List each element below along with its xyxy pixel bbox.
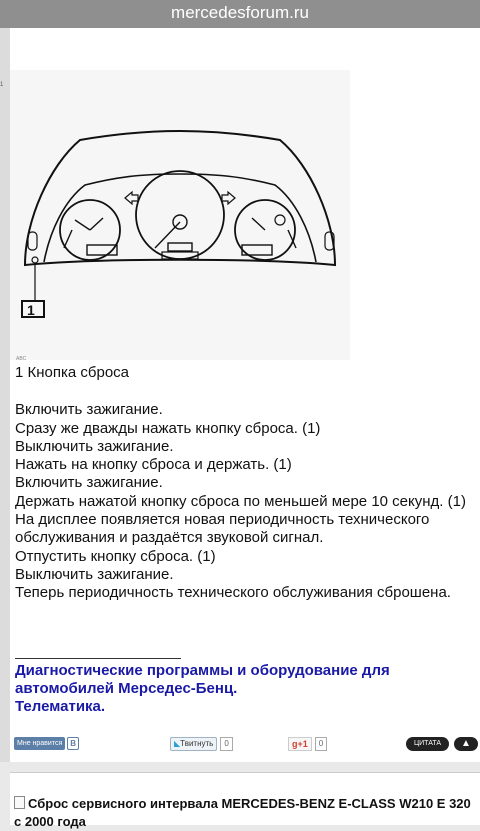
instrument-cluster-drawing [10, 70, 350, 360]
next-post-title[interactable]: Сброс сервисного интервала MERCEDES-BENZ E-CLASS W210 E 320 с 2000 года [14, 796, 471, 829]
signature-link-2[interactable]: автомобилей Мерседес-Бенц. [15, 680, 238, 697]
step-6: Держать нажатой кнопку сброса по меньшей мере 10 секунд. (1) [15, 492, 466, 510]
left-margin [0, 28, 10, 762]
figure-code: ABC [16, 356, 27, 362]
signature-link-1[interactable]: Диагностические программы и оборудование для [15, 662, 390, 679]
step-7: На дисплее появляется новая периодичность технического обслуживания и раздаётся звуковой сигнал. [15, 511, 430, 547]
quote-button[interactable]: ЦИТАТА [406, 737, 449, 751]
step-5: Включить зажигание. [15, 474, 163, 492]
tweet-count: 0 [220, 737, 232, 751]
callout-label: 1 [27, 302, 35, 318]
step-4: Нажать на кнопку сброса и держать. (1) [15, 456, 292, 474]
vk-like-button[interactable]: Мне нравится [14, 737, 65, 750]
step-10: Теперь периодичность технического обслуживания сброшена. [15, 584, 451, 602]
step-2: Сразу же дважды нажать кнопку сброса. (1) [15, 419, 321, 437]
vk-icon: В [67, 737, 79, 750]
site-header [0, 0, 480, 28]
figure-caption: 1 Кнопка сброса [15, 364, 130, 381]
scroll-up-button[interactable] [454, 737, 478, 751]
signature-links [15, 662, 470, 716]
vk-like-widget[interactable] [14, 736, 79, 751]
signature-link-3[interactable]: Телематика. [15, 698, 106, 715]
article-body [15, 364, 470, 603]
signature-divider [15, 658, 181, 659]
step-9: Выключить зажигание. [15, 565, 174, 583]
next-post-card [10, 772, 480, 829]
arrow-up-icon: ▲ [461, 738, 471, 749]
margin-marker: 1 [0, 82, 4, 88]
tweet-widget[interactable] [170, 736, 233, 751]
tweet-button[interactable]: ◣Твитнуть [170, 737, 217, 751]
site-domain[interactable]: mercedesforum.ru [171, 3, 309, 22]
gplus-count: 0 [315, 737, 327, 751]
step-3: Выключить зажигание. [15, 437, 174, 455]
instrument-cluster-diagram [10, 70, 350, 360]
gplus-widget[interactable] [288, 736, 327, 751]
gplus-button[interactable]: g+1 [288, 737, 312, 751]
twitter-bird-icon: ◣ [174, 738, 181, 748]
document-icon [14, 796, 25, 809]
step-8: Отпустить кнопку сброса. (1) [15, 547, 216, 565]
step-1: Включить зажигание. [15, 401, 163, 419]
